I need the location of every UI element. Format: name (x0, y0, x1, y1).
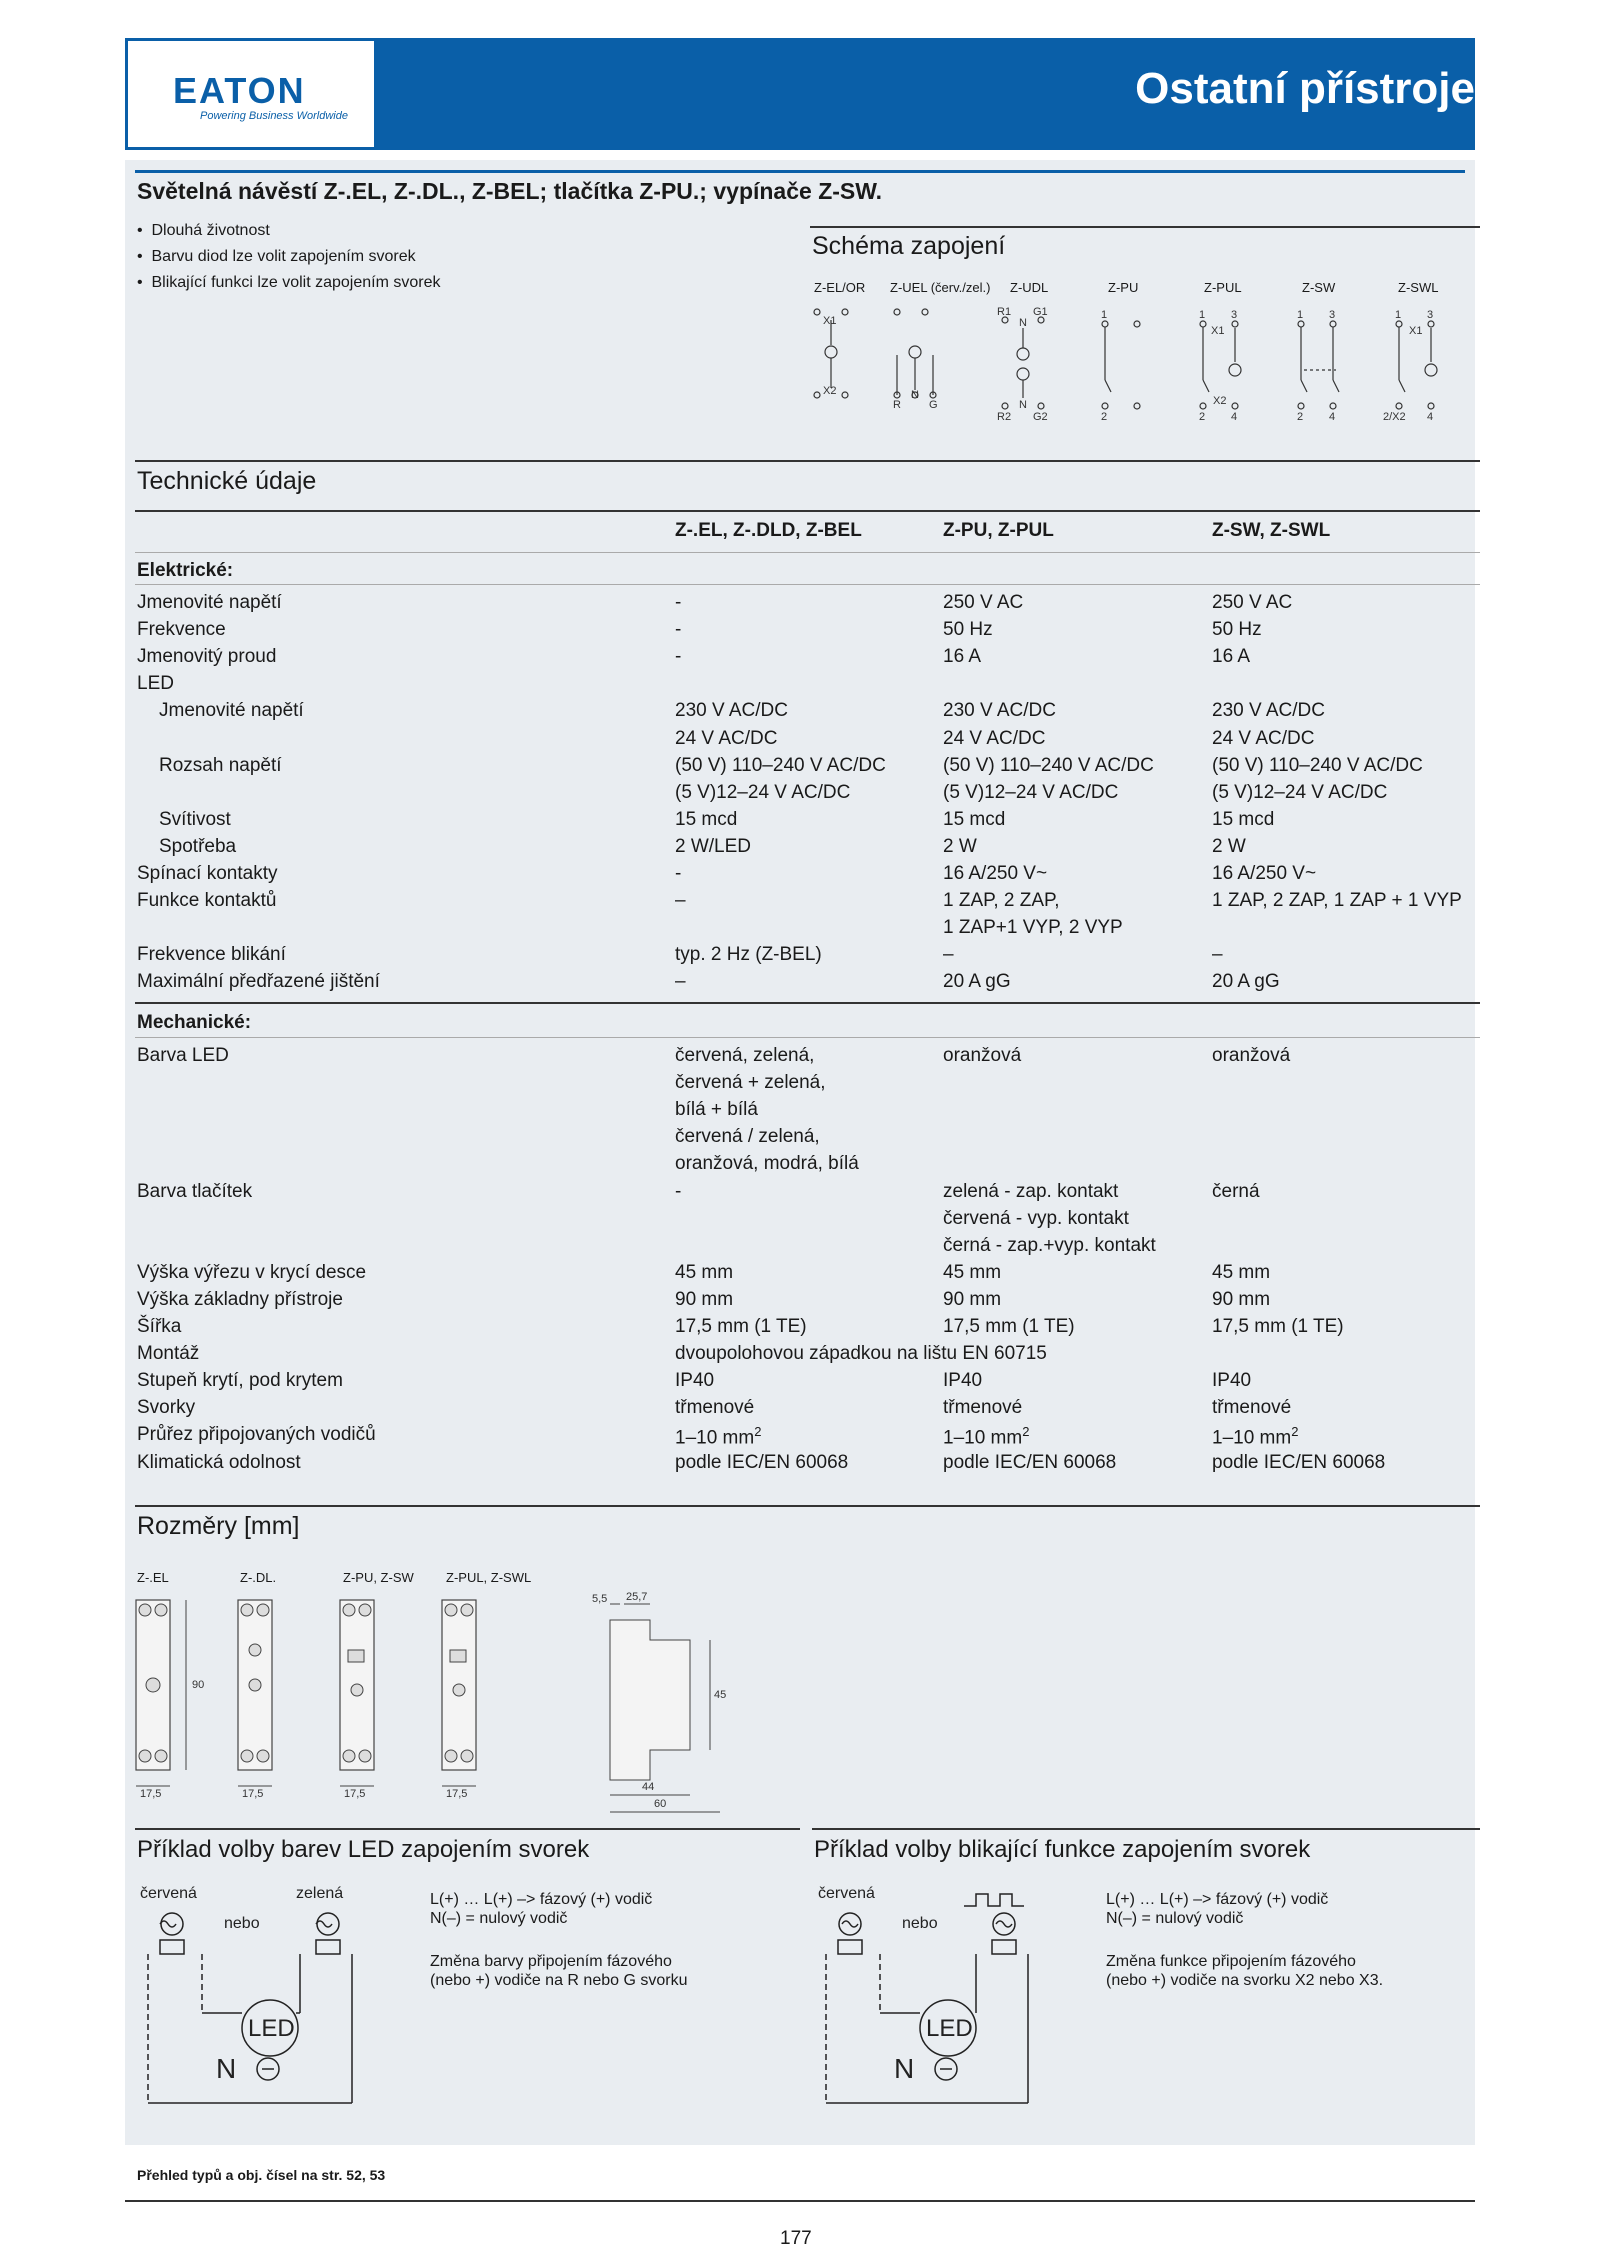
row-value: - (675, 592, 682, 613)
row-value: 90 mm (1212, 1288, 1271, 1310)
terminal-label: N (911, 389, 919, 401)
row-value: 250 V AC (1212, 592, 1293, 613)
row-value: - (675, 1180, 682, 1202)
row-value: (5 V)12–24 V AC/DC (943, 781, 1119, 803)
terminal-label: 2 (1199, 411, 1206, 423)
row-value: 230 V AC/DC (675, 700, 788, 722)
dims-heading: Rozměry [mm] (137, 1512, 300, 1540)
row-value: 24 V AC/DC (943, 727, 1046, 749)
side-dimension: 60 (654, 1798, 667, 1810)
row-value: oranžová (1212, 1045, 1291, 1066)
row-label: Spínací kontakty (137, 863, 278, 884)
schema-label: Z-SW (1302, 280, 1336, 295)
terminal-label: R1 (997, 306, 1012, 318)
row-value: 1–10 $mm^2$ (1212, 1424, 1299, 1449)
row-label: Šířka (137, 1316, 182, 1337)
row-value: červená - vyp. kontakt (943, 1207, 1129, 1229)
row-value: 1 ZAP+1 VYP, 2 VYP (943, 917, 1123, 939)
row-label: Frekvence (137, 619, 226, 641)
tech-heading: Technické údaje (137, 467, 317, 495)
dim-label: Z-PU, Z-SW (343, 1570, 414, 1585)
row-value: 15 mcd (943, 808, 1006, 830)
row-value: - (675, 619, 682, 641)
label-red: červená (140, 1885, 197, 1902)
row-value: 45 mm (1212, 1261, 1271, 1283)
table-divider (135, 1037, 1480, 1038)
legend-line: (nebo +) vodiče na svorku X2 nebo X3. (1106, 1972, 1384, 1989)
row-label: Jmenovité napětí (137, 592, 282, 613)
terminal-label: X1 (1211, 325, 1225, 337)
row-value: 1 ZAP, 2 ZAP, (943, 890, 1060, 912)
terminal-label: 1 (1395, 309, 1402, 321)
row-value: červená + zelená, (675, 1072, 826, 1094)
legend-line: Změna barvy připojením fázového (430, 1953, 672, 1970)
electrical-heading: Elektrické: (137, 560, 234, 581)
legend-line: N(–) = nulový vodič (1106, 1910, 1244, 1927)
row-value: třmenové (675, 1397, 755, 1419)
terminal-label: 2/X2 (1383, 411, 1406, 423)
feature-item: • Dlouhá životnost (137, 222, 270, 239)
width-dimension: 17,5 (344, 1788, 366, 1800)
row-value: oranžová (943, 1045, 1022, 1066)
label-or: nebo (224, 1915, 260, 1932)
row-label: Frekvence blikání (137, 944, 286, 966)
row-label: Svítivost (159, 808, 231, 830)
row-value: dvoupolohovou západkou na lištu EN 60715 (675, 1343, 1047, 1365)
terminal-label: N (1019, 317, 1027, 329)
row-value: 1–10 $mm^2$ (943, 1424, 1030, 1449)
led-label: LED (248, 2015, 295, 2042)
superscript: 2 (1022, 1424, 1030, 1440)
row-value: (50 V) 110–240 V AC/DC (675, 754, 886, 776)
row-value: 24 V AC/DC (1212, 727, 1315, 749)
row-value: zelená - zap. kontakt (943, 1180, 1119, 1202)
row-label: Maximální předřazené jištění (137, 971, 380, 993)
row-value: 50 Hz (943, 619, 993, 641)
row-value: podle IEC/EN 60068 (943, 1451, 1117, 1473)
row-value: – (675, 890, 686, 912)
row-value: třmenové (1212, 1397, 1292, 1419)
side-dimension: 45 (714, 1689, 727, 1701)
row-label: Výška základny přístroje (137, 1288, 343, 1310)
row-value: – (1212, 944, 1223, 966)
height-dimension: 90 (192, 1679, 205, 1691)
legend-line: (nebo +) vodiče na R nebo G svorku (430, 1972, 688, 1989)
row-value: - (675, 646, 682, 668)
row-value: (50 V) 110–240 V AC/DC (943, 754, 1154, 776)
terminal-label: R (893, 399, 901, 411)
label-or: nebo (902, 1915, 938, 1932)
row-value: červená, zelená, (675, 1045, 815, 1066)
row-value: 17,5 mm (1 TE) (675, 1316, 807, 1337)
row-value: černá - zap.+vyp. kontakt (943, 1234, 1156, 1256)
row-label: Klimatická odolnost (137, 1451, 301, 1473)
row-value: 45 mm (675, 1261, 734, 1283)
terminal-label: N (1019, 399, 1027, 411)
page-title: Ostatní přístroje (1135, 64, 1475, 113)
row-value: 15 mcd (1212, 808, 1275, 830)
side-dimension: 5,5 (592, 1593, 608, 1605)
table-divider (135, 1002, 1480, 1004)
schema-heading: Schéma zapojení (812, 232, 1006, 260)
table-divider (135, 552, 1480, 553)
legend-line: Změna funkce připojením fázového (1106, 1953, 1356, 1970)
row-label: Stupeň krytí, pod krytem (137, 1370, 343, 1392)
example2-diagram (808, 1878, 1128, 2128)
table-divider (135, 584, 1480, 585)
feature-item: • Blikající funkci lze volit zapojením svorek (137, 274, 441, 291)
row-value: 2 W/LED (675, 835, 752, 857)
width-dimension: 17,5 (242, 1788, 264, 1800)
row-value: 24 V AC/DC (675, 727, 778, 749)
schema-rule (810, 226, 1480, 228)
terminal-label: 4 (1329, 411, 1336, 423)
row-label: Svorky (137, 1397, 196, 1419)
row-value: 16 A (1212, 646, 1251, 668)
row-value: typ. 2 Hz (Z-BEL) (675, 944, 822, 966)
row-label: Funkce kontaktů (137, 890, 277, 912)
row-label: Rozsah napětí (159, 754, 282, 776)
row-value: 17,5 mm (1 TE) (1212, 1316, 1344, 1337)
terminal-label: 4 (1427, 411, 1434, 423)
tech-rule (135, 460, 1480, 462)
row-value: 15 mcd (675, 808, 738, 830)
row-label: Montáž (137, 1343, 200, 1365)
row-value: IP40 (1212, 1370, 1252, 1392)
terminal-label: X2 (823, 385, 837, 397)
example-rule (135, 1828, 800, 1830)
example2-heading: Příklad volby blikající funkce zapojením svorek (814, 1836, 1311, 1863)
eaton-logo: EATON (173, 70, 306, 111)
terminal-label: X1 (1409, 325, 1423, 337)
row-value: 50 Hz (1212, 619, 1262, 641)
row-value: oranžová, modrá, bílá (675, 1153, 859, 1175)
legend-line: N(–) = nulový vodič (430, 1910, 568, 1927)
feature-item: • Barvu diod lze volit zapojením svorek (137, 248, 416, 265)
schema-label: Z-UEL (červ./zel.) (890, 280, 991, 295)
row-value: 45 mm (943, 1261, 1002, 1283)
row-value: IP40 (675, 1370, 715, 1392)
row-value: 2 W (943, 835, 977, 857)
row-value: podle IEC/EN 60068 (675, 1451, 849, 1473)
column-header: Z-.EL, Z-.DLD, Z-BEL (675, 520, 862, 541)
led-label: LED (926, 2015, 973, 2042)
row-value: 16 A/250 V~ (943, 863, 1048, 884)
row-value: - (675, 863, 682, 884)
row-value: podle IEC/EN 60068 (1212, 1451, 1386, 1473)
dims-rule (135, 1505, 1480, 1507)
terminal-label: 1 (1101, 309, 1108, 321)
row-value: 90 mm (943, 1288, 1002, 1310)
row-value: (50 V) 110–240 V AC/DC (1212, 754, 1423, 776)
terminal-label: G1 (1033, 306, 1048, 318)
column-header: Z-PU, Z-PUL (943, 520, 1054, 541)
width-dimension: 17,5 (446, 1788, 468, 1800)
row-label: Výška výřezu v krycí desce (137, 1261, 367, 1283)
row-value: 16 A (943, 646, 982, 668)
terminal-label: 1 (1297, 309, 1304, 321)
schema-label: Z-SWL (1398, 280, 1439, 295)
row-value: IP40 (943, 1370, 983, 1392)
schema-label: Z-UDL (1010, 280, 1049, 295)
dim-label: Z-.DL. (240, 1570, 277, 1585)
row-value: 20 A gG (943, 971, 1011, 993)
schema-label: Z-EL/OR (814, 280, 866, 295)
mechanical-heading: Mechanické: (137, 1012, 252, 1033)
tech-rule (135, 510, 1480, 512)
terminal-label: 4 (1231, 411, 1238, 423)
terminal-label: 1 (1199, 309, 1206, 321)
wiring-diagrams (805, 300, 1485, 430)
terminal-label: 3 (1231, 309, 1238, 321)
row-value: – (675, 971, 686, 993)
dimension-drawings (130, 1590, 780, 1820)
example1-heading: Příklad volby barev LED zapojením svorek (137, 1836, 590, 1863)
example-rule (812, 1828, 1480, 1830)
terminal-label: X2 (1213, 395, 1227, 407)
superscript: 2 (754, 1424, 762, 1440)
row-value: 17,5 mm (1 TE) (943, 1316, 1075, 1337)
terminal-label: X1 (823, 315, 837, 327)
row-label: Barva LED (137, 1045, 229, 1066)
row-value: černá (1212, 1180, 1260, 1202)
row-label: Jmenovité napětí (159, 700, 304, 722)
side-dimension: 25,7 (626, 1591, 648, 1603)
logo-tagline: Powering Business Worldwide (200, 110, 348, 122)
row-value: 2 W (1212, 835, 1246, 857)
label-green: zelená (296, 1885, 344, 1902)
row-label: Průřez připojovaných vodičů (137, 1424, 376, 1446)
row-value: 16 A/250 V~ (1212, 863, 1317, 884)
terminal-label: 2 (1297, 411, 1304, 423)
row-value: bílá + bílá (675, 1099, 758, 1121)
row-value: (5 V)12–24 V AC/DC (1212, 781, 1388, 803)
row-value: třmenové (943, 1397, 1023, 1419)
row-value: 230 V AC/DC (1212, 700, 1325, 722)
row-value: 1 ZAP, 2 ZAP, 1 ZAP + 1 VYP (1212, 890, 1462, 912)
terminal-label: G (929, 399, 938, 411)
label-red: červená (818, 1885, 875, 1902)
width-dimension: 17,5 (140, 1788, 162, 1800)
page-number: 177 (780, 2228, 812, 2249)
row-label: Barva tlačítek (137, 1180, 253, 1202)
terminal-label: R2 (997, 411, 1012, 423)
dim-label: Z-.EL (137, 1570, 169, 1585)
side-dimension: 44 (642, 1781, 655, 1793)
n-label: N (216, 2053, 237, 2084)
row-label: LED (137, 673, 174, 695)
row-value: červená / zelená, (675, 1126, 820, 1148)
schema-label: Z-PUL (1204, 280, 1242, 295)
schema-label: Z-PU (1108, 280, 1139, 295)
column-header: Z-SW, Z-SWL (1212, 520, 1331, 541)
terminal-label: 3 (1427, 309, 1434, 321)
row-value: 90 mm (675, 1288, 734, 1310)
section-rule (135, 170, 1465, 173)
section-title: Světelná návěstí Z-.EL, Z-.DL., Z-BEL; tlačítka Z-PU.; vypínače Z-SW. (137, 178, 883, 204)
dim-label: Z-PUL, Z-SWL (446, 1570, 532, 1585)
superscript: 2 (1291, 1424, 1299, 1440)
legend-line: L(+) … L(+) –> fázový (+) vodič (1106, 1891, 1329, 1908)
terminal-label: 3 (1329, 309, 1336, 321)
footer-note: Přehled typů a obj. čísel na str. 52, 53 (137, 2167, 386, 2183)
row-value: (5 V)12–24 V AC/DC (675, 781, 851, 803)
row-value: 20 A gG (1212, 971, 1280, 993)
row-label: Spotřeba (159, 835, 237, 857)
row-value: 230 V AC/DC (943, 700, 1056, 722)
footer-rule (125, 2200, 1475, 2202)
row-value: 250 V AC (943, 592, 1024, 613)
terminal-label: 2 (1101, 411, 1108, 423)
row-value: – (943, 944, 954, 966)
row-label: Jmenovitý proud (137, 646, 277, 668)
terminal-label: G2 (1033, 411, 1048, 423)
row-value: 1–10 $mm^2$ (675, 1424, 762, 1449)
legend-line: L(+) … L(+) –> fázový (+) vodič (430, 1891, 653, 1908)
n-label: N (894, 2053, 915, 2084)
